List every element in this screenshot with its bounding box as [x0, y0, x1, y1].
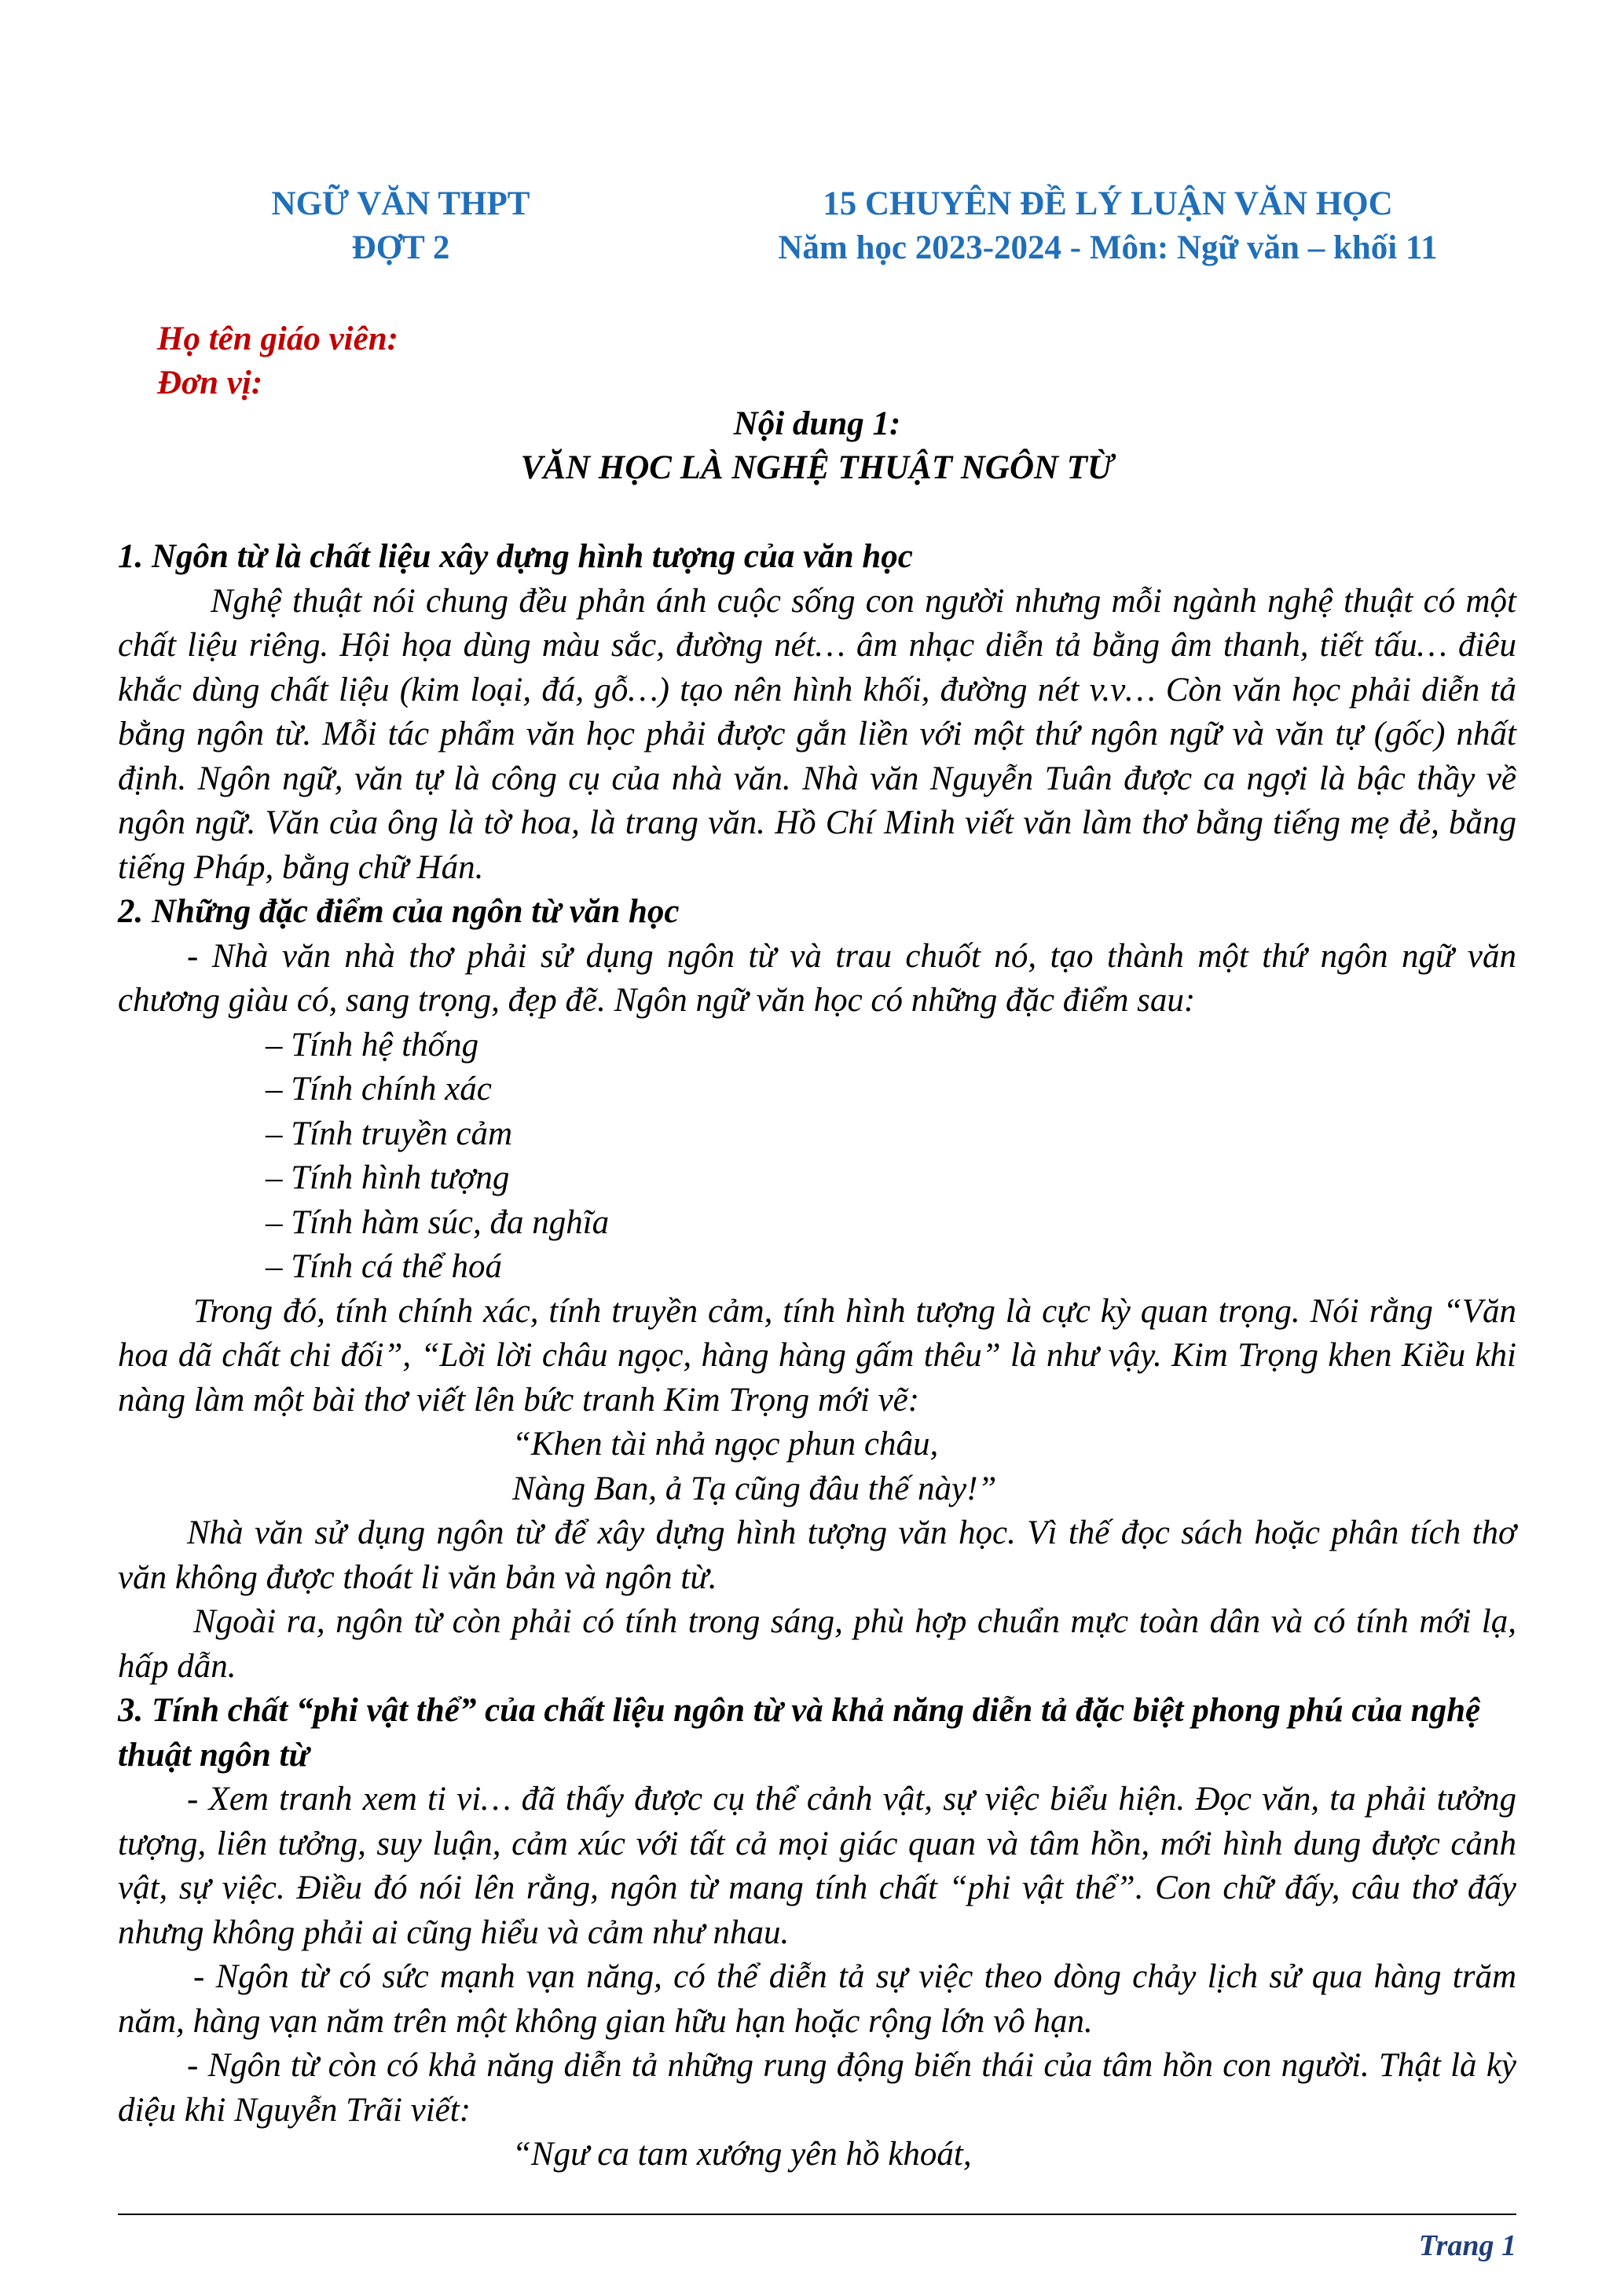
section-3-paragraph: - Ngôn từ có sức mạnh vạn năng, có thể diễn tả sự việc theo dòng chảy lịch sử qua hàng trăm năm, hàng vạn năm trên một không gian hữu hạn hoặc rộng lớn vô hạn. [118, 1958, 1516, 2040]
document-body [118, 535, 1516, 2177]
list-item: – Tính chính xác [266, 1071, 492, 1108]
header-round: ĐỢT 2 [351, 229, 450, 266]
list-item: – Tính truyền cảm [266, 1115, 513, 1152]
list-item: – Tính hình tượng [266, 1159, 510, 1196]
header-year: Năm học 2023-2024 - Môn: Ngữ văn – khối 11 [778, 229, 1438, 266]
header-subject: NGỮ VĂN THPT [271, 185, 530, 222]
section-3-paragraph: - Xem tranh xem ti vi… đã thấy được cụ thể cảnh vật, sự việc biểu hiện. Đọc văn, ta phải tưởng tượng, liên tưởng, suy luận, cảm xúc với tất cả mọi giác quan và tâm hồn, mới hình dung được cảnh vật, sự việc. Điều đó nói lên rằng, ngôn từ mang tính chất “phi vật thể”. Con chữ đấy, câu thơ đấy nhưng không phải ai cũng hiểu và cảm như nhau. [118, 1781, 1516, 1951]
page-number: Trang 1 [1418, 2229, 1516, 2262]
section-2-paragraph: Nhà văn sử dụng ngôn từ để xây dựng hình tượng văn học. Vì thế đọc sách hoặc phân tích thơ văn không được thoát li văn bản và ngôn từ. [118, 1514, 1516, 1596]
section-2-heading: 2. Những đặc điểm của ngôn từ văn học [118, 893, 680, 930]
poem-line: “Ngư ca tam xướng yên hồ khoát, [512, 2136, 972, 2173]
teacher-info [157, 317, 398, 405]
section-2-paragraph: Trong đó, tính chính xác, tính truyền cảm, tính hình tượng là cực kỳ quan trọng. Nói rằng “Văn hoa dã chất chi đối”, “Lời lời châu ngọc, hàng hàng gấm thêu” là như vậy. Kim Trọng khen Kiều khi nàng làm một bài thơ viết lên bức tranh Kim Trọng mới vẽ: [118, 1292, 1516, 1419]
header-right [691, 182, 1524, 270]
section-2-intro: - Nhà văn nhà thơ phải sử dụng ngôn từ và trau chuốt nó, tạo thành một thứ ngôn ngữ văn chương giàu có, sang trọng, đẹp đẽ. Ngôn ngữ văn học có những đặc điểm sau: [118, 937, 1516, 1019]
footer-divider [118, 2214, 1516, 2215]
section-3-heading: 3. Tính chất “phi vật thể” của chất liệu ngôn từ và khả năng diễn tả đặc biệt phong phú của nghệ thuật ngôn từ [118, 1692, 1481, 1774]
teacher-unit-label: Đơn vị: [157, 364, 263, 401]
title-content-number: Nội dung 1: [733, 405, 901, 442]
teacher-name-label: Họ tên giáo viên: [157, 320, 398, 357]
list-item: – Tính cá thể hoá [266, 1248, 502, 1285]
title-main: VĂN HỌC LÀ NGHỆ THUẬT NGÔN TỪ [520, 449, 1114, 486]
header-left [220, 182, 581, 270]
header-topic: 15 CHUYÊN ĐỀ LÝ LUẬN VĂN HỌC [823, 185, 1393, 222]
document-title [118, 402, 1516, 490]
poem-line: Nàng Ban, ả Tạ cũng đâu thế này!” [512, 1470, 997, 1507]
poem-line: “Khen tài nhả ngọc phun châu, [512, 1426, 939, 1463]
list-item: – Tính hệ thống [266, 1026, 479, 1064]
section-3-paragraph: - Ngôn từ còn có khả năng diễn tả những rung động biến thái của tâm hồn con người. Thật là kỳ diệu khi Nguyễn Trãi viết: [118, 2047, 1516, 2129]
list-item: – Tính hàm súc, đa nghĩa [266, 1203, 610, 1241]
section-1-paragraph: Nghệ thuật nói chung đều phản ánh cuộc sống con người nhưng mỗi ngành nghệ thuật có một chất liệu riêng. Hội họa dùng màu sắc, đường nét… âm nhạc diễn tả bằng âm thanh, tiết tấu… điêu khắc dùng chất liệu (kim loại, đá, gỗ…) tạo nên hình khối, đường nét v.v… Còn văn học phải diễn tả bằng ngôn từ. Mỗi tác phẩm văn học phải được gắn liền với một thứ ngôn ngữ và văn tự (gốc) nhất định. Ngôn ngữ, văn tự là công cụ của nhà văn. Nhà văn Nguyễn Tuân được ca ngợi là bậc thầy về ngôn ngữ. Văn của ông là tờ hoa, là trang văn. Hồ Chí Minh viết văn làm thơ bằng tiếng mẹ đẻ, bằng tiếng Pháp, bằng chữ Hán. [118, 582, 1516, 886]
section-2-paragraph: Ngoài ra, ngôn từ còn phải có tính trong sáng, phù hợp chuẩn mực toàn dân và có tính mới lạ, hấp dẫn. [118, 1603, 1516, 1685]
section-1-heading: 1. Ngôn từ là chất liệu xây dựng hình tượng của văn học [118, 538, 913, 575]
